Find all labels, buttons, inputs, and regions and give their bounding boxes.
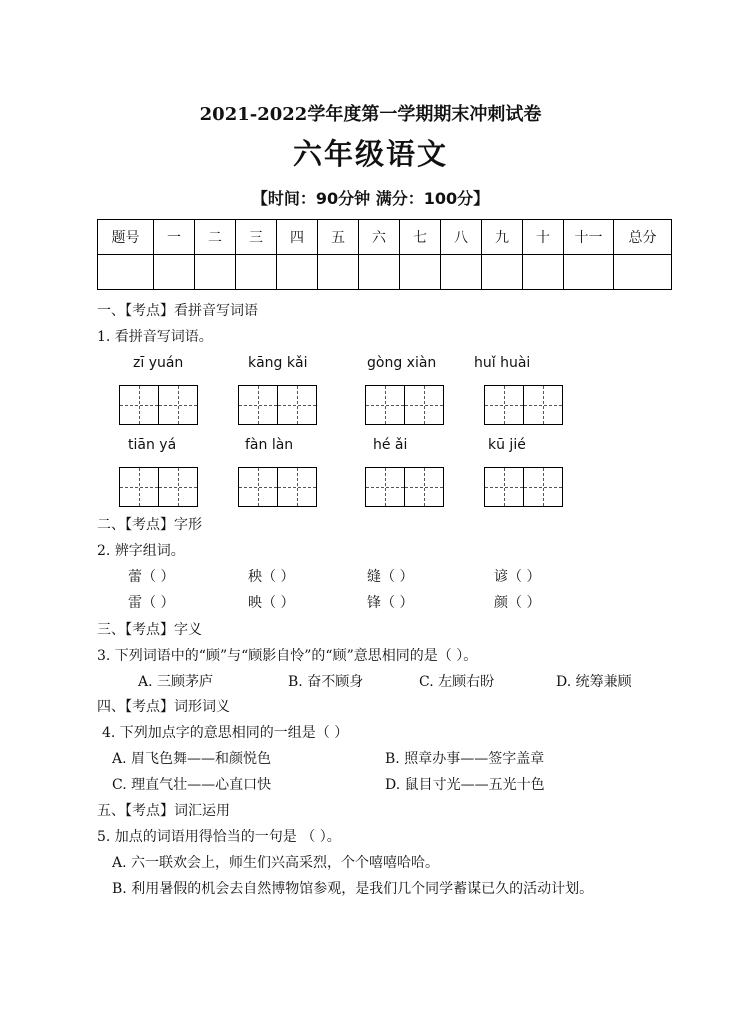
option-b[interactable]: B. 利用暑假的机会去自然博物馆参观，是我们几个同学蓄谋已久的活动计划。 — [112, 881, 594, 897]
score-cell — [359, 255, 400, 290]
option-a[interactable]: A. 眉飞色舞——和颜悦色 — [112, 751, 272, 767]
score-header-cell: 一 — [154, 220, 195, 255]
tianzige-box[interactable] — [238, 385, 317, 425]
option-c[interactable]: C. 理直气壮——心直口快 — [112, 777, 272, 793]
score-table-header-row — [98, 220, 672, 255]
score-cell — [400, 255, 441, 290]
score-header-cell: 八 — [441, 220, 482, 255]
section-5-heading: 五、【考点】词汇运用 — [97, 803, 230, 819]
word-blank[interactable]: 谚（ ） — [494, 569, 541, 585]
question-4: 4. 下列加点字的意思相同的一组是（ ） — [102, 725, 349, 741]
option-a[interactable]: A. 三顾茅庐 — [138, 674, 214, 690]
word-blank[interactable]: 雷（ ） — [128, 595, 175, 611]
pinyin-label: zī yuán — [133, 355, 184, 371]
score-header-cell: 七 — [400, 220, 441, 255]
pinyin-label: hé ǎi — [373, 437, 408, 453]
score-cell — [236, 255, 277, 290]
option-b[interactable]: B. 奋不顾身 — [288, 674, 364, 690]
score-header-cell: 十 — [523, 220, 564, 255]
pinyin-label: gòng xiàn — [367, 355, 437, 371]
exam-info: 【时间：90分钟 满分：100分】 — [251, 189, 490, 208]
tianzige-box[interactable] — [484, 385, 563, 425]
pinyin-label: tiān yá — [128, 437, 177, 453]
word-blank[interactable]: 秧（ ） — [248, 569, 295, 585]
section-1-heading: 一、【考点】看拼音写词语 — [97, 303, 258, 319]
question-1: 1. 看拼音写词语。 — [97, 329, 213, 345]
score-header-cell: 五 — [318, 220, 359, 255]
score-cell — [482, 255, 523, 290]
section-4-heading: 四、【考点】词形词义 — [97, 699, 230, 715]
word-blank[interactable]: 锋（ ） — [367, 595, 414, 611]
exam-title: 2021-2022学年度第一学期期末冲刺试卷 — [199, 104, 542, 125]
score-cell — [441, 255, 482, 290]
score-cell — [318, 255, 359, 290]
score-header-cell: 题号 — [98, 220, 154, 255]
score-header-cell: 六 — [359, 220, 400, 255]
score-header-cell: 四 — [277, 220, 318, 255]
option-d[interactable]: D. 统筹兼顾 — [556, 674, 632, 690]
score-cell — [614, 255, 672, 290]
option-c[interactable]: C. 左顾右盼 — [419, 674, 495, 690]
section-2-heading: 二、【考点】字形 — [97, 517, 202, 533]
question-3: 3. 下列词语中的“顾”与“顾影自怜”的“顾”意思相同的是（ ）。 — [97, 648, 478, 664]
score-cell — [523, 255, 564, 290]
score-cell — [195, 255, 236, 290]
word-blank[interactable]: 缝（ ） — [367, 569, 414, 585]
option-b[interactable]: B. 照章办事——签字盖章 — [385, 751, 545, 767]
word-blank[interactable]: 蕾（ ） — [128, 569, 175, 585]
score-header-cell: 十一 — [564, 220, 614, 255]
score-cell — [98, 255, 154, 290]
option-d[interactable]: D. 鼠目寸光——五光十色 — [385, 777, 545, 793]
tianzige-box[interactable] — [119, 385, 198, 425]
question-5: 5. 加点的词语用得恰当的一句是 （ ）。 — [97, 829, 341, 845]
question-2: 2. 辨字组词。 — [97, 543, 185, 559]
pinyin-label: huǐ huài — [474, 355, 531, 371]
tianzige-box[interactable] — [484, 467, 563, 507]
pinyin-label: kū jié — [488, 437, 526, 453]
score-table — [97, 219, 672, 290]
tianzige-box[interactable] — [365, 467, 444, 507]
tianzige-box[interactable] — [365, 385, 444, 425]
score-cell — [277, 255, 318, 290]
score-header-cell: 二 — [195, 220, 236, 255]
score-header-cell: 三 — [236, 220, 277, 255]
word-blank[interactable]: 颜（ ） — [494, 595, 541, 611]
tianzige-box[interactable] — [238, 467, 317, 507]
score-header-cell: 总分 — [614, 220, 672, 255]
word-blank[interactable]: 映（ ） — [248, 595, 295, 611]
score-table-blank-row — [98, 255, 672, 290]
tianzige-box[interactable] — [119, 467, 198, 507]
score-cell — [154, 255, 195, 290]
section-3-heading: 三、【考点】字义 — [97, 622, 202, 638]
pinyin-label: kāng kǎi — [248, 355, 308, 371]
score-cell — [564, 255, 614, 290]
pinyin-label: fàn làn — [245, 437, 294, 453]
subject-title: 六年级语文 — [292, 137, 448, 171]
score-header-cell: 九 — [482, 220, 523, 255]
option-a[interactable]: A. 六一联欢会上，师生们兴高采烈，个个嘻嘻哈哈。 — [112, 855, 440, 871]
